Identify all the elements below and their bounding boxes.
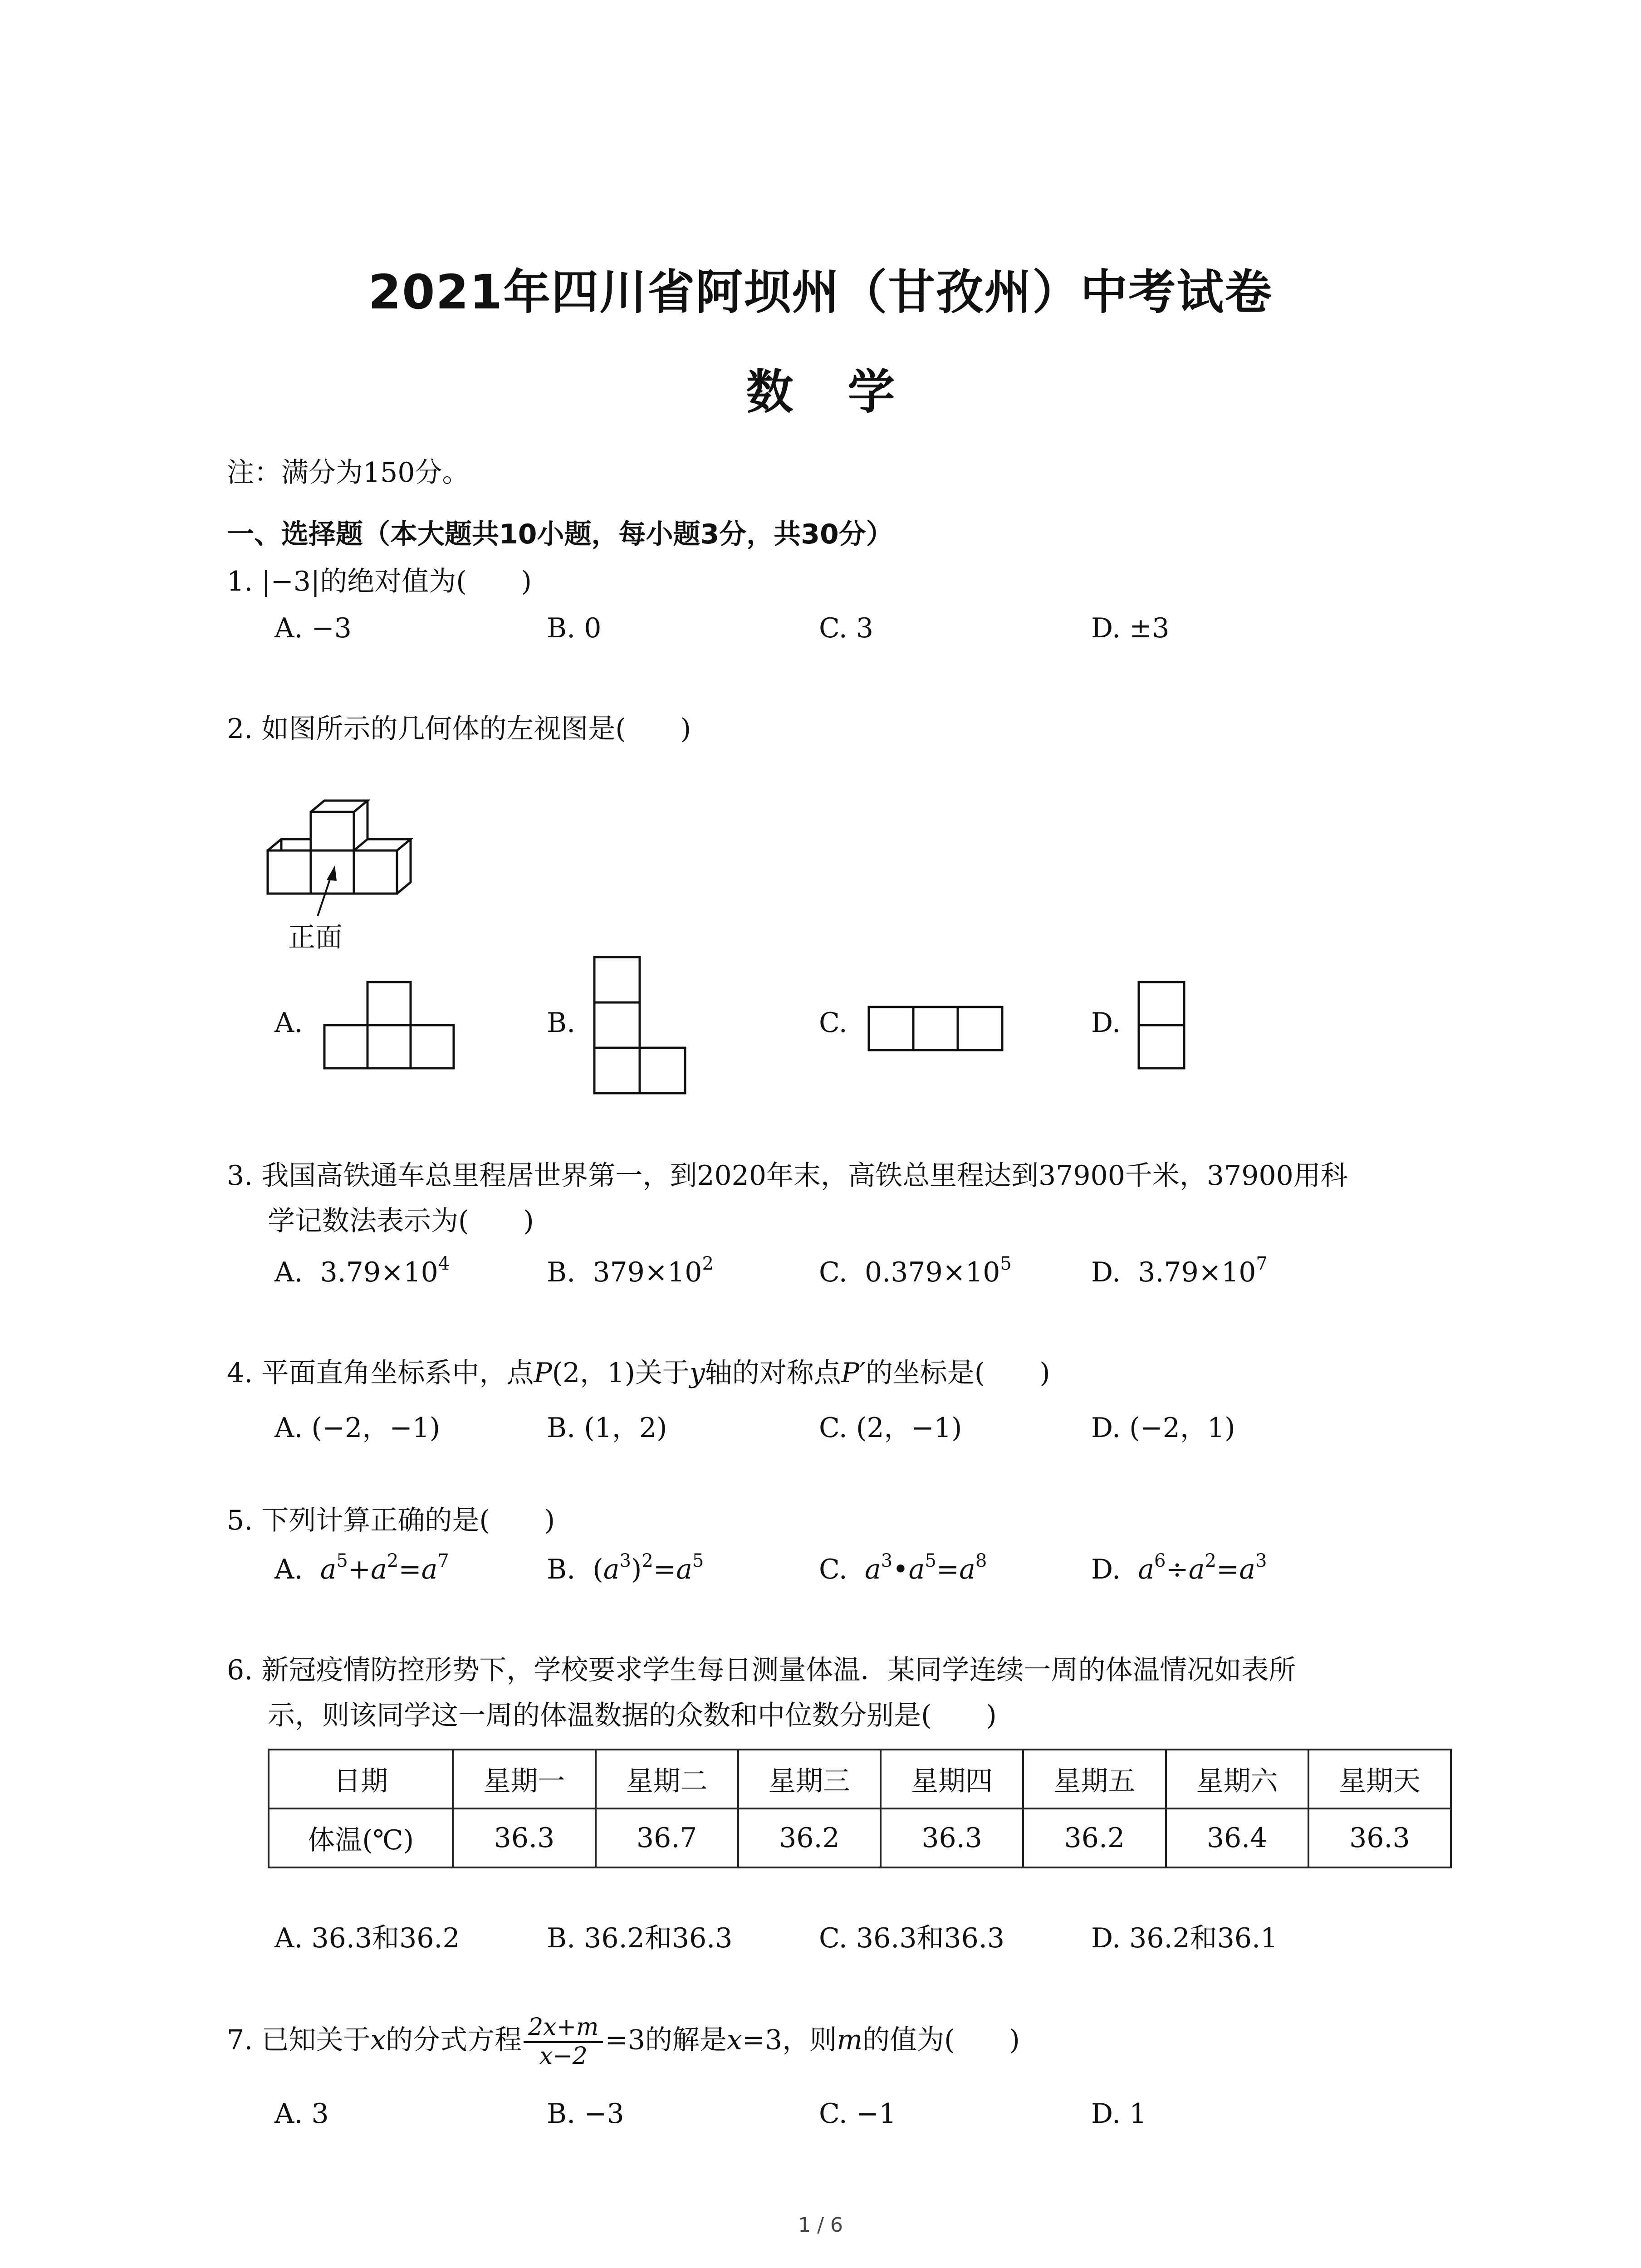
q3-option-b: B. $379\times 10^2$ <box>547 1253 714 1288</box>
section-heading: 一、选择题（本大题共10小题，每小题3分，共30分） <box>227 518 893 550</box>
q6-option-a: A. 36.3和36.2 <box>274 1922 460 1954</box>
table-cell: 36.4 <box>1166 1809 1308 1867</box>
table-header-row <box>269 1750 1451 1809</box>
q1-option-d: D. ±3 <box>1091 612 1170 644</box>
q3-option-d: D. $3.79\times 10^7$ <box>1091 1253 1268 1288</box>
q5-option-a: A. $a^5+a^2=a^7$ <box>274 1550 449 1585</box>
q3-stem-line2: 学记数法表示为( ) <box>268 1205 534 1237</box>
q7-option-b: B. −3 <box>547 2098 624 2130</box>
q2-option-a: A. <box>274 1007 303 1039</box>
q2-option-b-figure <box>592 955 692 1100</box>
q5-option-c: C. $a^3•a^5=a^8$ <box>819 1550 987 1585</box>
q6-option-b: B. 36.2和36.3 <box>547 1922 733 1954</box>
table-header-cell: 星期五 <box>1023 1750 1166 1809</box>
table-cell: 体温(℃) <box>269 1809 453 1867</box>
q7-stem: 7. 已知关于x的分式方程 $\frac{2x+m}{x-2}$ =3的解是x=3，则m的值为( ) <box>227 2014 1020 2070</box>
q5-stem: 5. 下列计算正确的是( ) <box>227 1505 555 1536</box>
q2-option-d: D. <box>1091 1007 1121 1039</box>
table-row <box>269 1809 1451 1867</box>
score-note: 注：满分为150分。 <box>227 457 470 489</box>
table-cell: 36.7 <box>596 1809 738 1867</box>
front-label: 正面 <box>288 922 343 953</box>
q3-stem-line1: 3. 我国高铁通车总里程居世界第一，到2020年末，高铁总里程达到37900千米，37900用科 <box>227 1160 1348 1192</box>
fraction: $\frac{2x+m}{x-2}$ <box>524 2014 603 2070</box>
q1-option-b: B. 0 <box>547 612 602 644</box>
solid-figure <box>263 798 426 916</box>
table-header-cell: 星期一 <box>453 1750 595 1809</box>
table-cell: 36.3 <box>453 1809 595 1867</box>
table-cell: 36.3 <box>881 1809 1023 1867</box>
q4-option-a: A. (−2，−1) <box>274 1412 441 1444</box>
table-header-cell: 星期天 <box>1308 1750 1451 1809</box>
page-title: 2021年四川省阿坝州（甘孜州）中考试卷 <box>368 264 1273 320</box>
q7-option-c: C. −1 <box>819 2098 896 2130</box>
table-header-cell: 星期二 <box>596 1750 738 1809</box>
table-header-cell: 星期四 <box>881 1750 1023 1809</box>
q3-option-a: A. $3.79\times 10^4$ <box>274 1253 450 1288</box>
q2-option-d-figure <box>1136 980 1189 1075</box>
q2-stem: 2. 如图所示的几何体的左视图是( ) <box>227 713 691 745</box>
q1-stem: 1. |−3|的绝对值为( ) <box>227 566 532 597</box>
q5-option-d: D. $a^6\div a^2=a^3$ <box>1091 1550 1267 1585</box>
q5-option-b: B. $(a^3)^2=a^5$ <box>547 1550 704 1585</box>
q2-option-c: C. <box>819 1007 847 1039</box>
table-cell: 36.3 <box>1308 1809 1451 1867</box>
q6-option-c: C. 36.3和36.3 <box>819 1922 1005 1954</box>
table-cell: 36.2 <box>738 1809 881 1867</box>
q4-option-d: D. (−2，1) <box>1091 1412 1235 1444</box>
table-header-cell: 星期三 <box>738 1750 881 1809</box>
q2-option-b: B. <box>547 1007 576 1039</box>
q7-option-a: A. 3 <box>274 2098 329 2130</box>
q7-option-d: D. 1 <box>1091 2098 1147 2130</box>
q2-option-a-figure <box>322 980 458 1075</box>
q4-option-c: C. (2，−1) <box>819 1412 962 1444</box>
table-cell: 36.2 <box>1023 1809 1166 1867</box>
q6-option-d: D. 36.2和36.1 <box>1091 1922 1278 1954</box>
subject-title: 数学 <box>746 364 950 420</box>
page-number: 1 / 6 <box>798 2214 843 2237</box>
q4-stem: 4. 平面直角坐标系中，点P(2，1)关于y轴的对称点P′的坐标是( ) <box>227 1357 1050 1389</box>
table-header-cell: 日期 <box>269 1750 453 1809</box>
q3-option-c: C. $0.379\times 10^5$ <box>819 1253 1012 1288</box>
q6-stem-line1: 6. 新冠疫情防控形势下，学校要求学生每日测量体温．某同学连续一周的体温情况如表所 <box>227 1654 1296 1686</box>
table-header-cell: 星期六 <box>1166 1750 1308 1809</box>
q6-stem-line2: 示，则该同学这一周的体温数据的众数和中位数分别是( ) <box>268 1700 997 1731</box>
q4-option-b: B. (1，2) <box>547 1412 667 1444</box>
q1-option-c: C. 3 <box>819 612 874 644</box>
q2-option-c-figure <box>867 1005 1007 1055</box>
temperature-table <box>268 1749 1452 1868</box>
q1-option-a: A. −3 <box>274 612 352 644</box>
